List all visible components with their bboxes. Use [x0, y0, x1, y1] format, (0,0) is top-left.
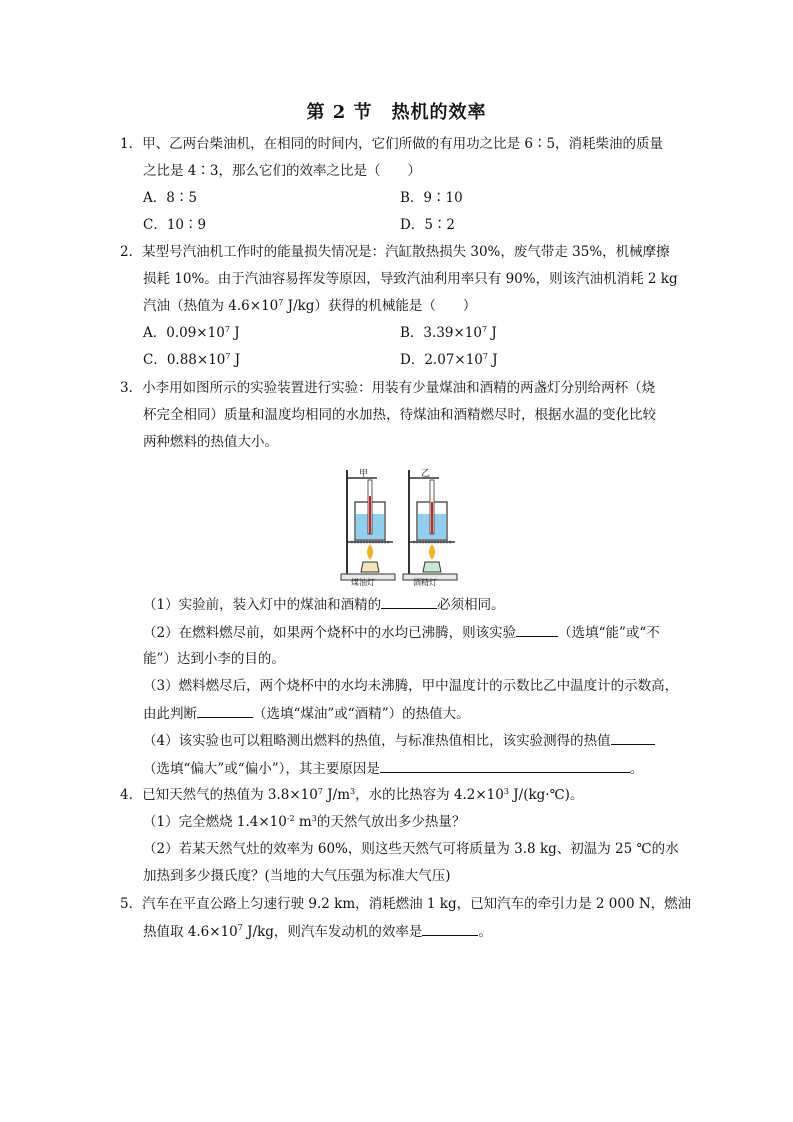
answer-blank[interactable]: [516, 622, 558, 637]
fig-label-jia: 甲: [359, 469, 369, 479]
answer-blank[interactable]: [611, 730, 655, 745]
fig-label-yi: 乙: [421, 469, 431, 479]
q3-line2: 杯完全相同）质量和温度均相同的水加热，待煤油和酒精燃尽时，根据水温的变化比较: [143, 407, 656, 423]
q3-part4-line2: （选填“偏大”或“偏小”），其主要原因是 。: [143, 758, 643, 779]
q3-part2-line1: （2）在燃料燃尽前，如果两个烧杯中的水均已沸腾，则该实验 （选填“能”或“不: [143, 622, 660, 643]
answer-blank[interactable]: [381, 594, 437, 609]
q2-option-b: B．$3.39\times 10^7$ J: [400, 325, 497, 341]
q4-part1: （1）完全燃烧 $1.4\times 10^{-2}$ $m^3$的天然气放出多少热量？: [143, 814, 466, 830]
q5-line1: 5．汽车在平直公路上匀速行驶 9.2 km，消耗燃油 1 kg，已知汽车的牵引力是 2 000 N，燃油: [120, 896, 692, 912]
q4-part2-line2: 加热到多少摄氏度？(当地的大气压强为标准大气压): [143, 868, 451, 884]
q3-part3-line1: （3）燃料燃尽后，两个烧杯中的水均未沸腾，甲中温度计的示数比乙中温度计的示数高，: [143, 678, 679, 694]
fig-lamp-left-label: 煤油灯: [351, 578, 375, 586]
q1-line2: 之比是 4∶3，那么它们的效率之比是（ ）: [143, 163, 421, 179]
q3-line3: 两种燃料的热值大小。: [143, 434, 278, 450]
q2-line1: 2．某型号汽油机工作时的能量损失情况是：汽缸散热损失 30%，废气带走 35%，机械摩擦: [120, 244, 670, 260]
q1-option-b: B．9∶10: [400, 190, 463, 206]
q1-option-a: A．8∶5: [143, 190, 197, 206]
answer-blank[interactable]: [197, 703, 253, 718]
q1-option-c: C．10∶9: [143, 217, 207, 233]
q5-line2: 热值取 $4.6\times 10^7$ J/kg，则汽车发动机的效率是 。: [143, 923, 492, 940]
q1-line1: 1．甲、乙两台柴油机，在相同的时间内，它们所做的有用功之比是 6∶5，消耗柴油的质量: [120, 136, 664, 152]
answer-blank[interactable]: [422, 921, 478, 936]
experiment-figure: [337, 466, 461, 586]
q4-line1: 4．已知天然气的热值为 $3.8\times 10^7$ $J/m^3$，水的比热容为 $4.2\times 10^3$ J/(kg·℃)。: [120, 787, 584, 803]
q3-part3-line2: 由此判断 （选填“煤油”或“酒精”）的热值大。: [143, 703, 470, 724]
q2-option-a: A．$0.09\times 10^7$ J: [143, 325, 240, 341]
q3-part2-line2: 能”）达到小李的目的。: [143, 651, 285, 667]
q2-option-c: C．$0.88\times 10^7$ J: [143, 352, 241, 368]
page-title: 第 2 节 热机的效率: [306, 102, 487, 123]
q3-line1: 3．小李用如图所示的实验装置进行实验：用装有少量煤油和酒精的两盏灯分别给两杯（烧: [120, 380, 656, 396]
q3-part4-line1: （4）该实验也可以粗略测出燃料的热值，与标准热值相比，该实验测得的热值: [143, 730, 655, 751]
q1-option-d: D．5∶2: [400, 217, 456, 233]
answer-blank[interactable]: [380, 758, 630, 773]
q4-part2-line1: （2）若某天然气灶的效率为 60%，则这些天然气可将质量为 3.8 kg、初温为 25 ℃的水: [143, 841, 679, 857]
q2-line3: 汽油（热值为 $4.6\times 10^7$ J/kg）获得的机械能是（ ）: [143, 298, 477, 314]
q2-option-d: D．$2.07\times 10^7$ J: [400, 352, 498, 368]
q2-line2: 损耗 10%。由于汽油容易挥发等原因，导致汽油利用率只有 90%，则该汽油机消耗 2 kg: [143, 271, 678, 287]
fig-lamp-right-label: 酒精灯: [413, 578, 437, 586]
q3-part1: （1）实验前，装入灯中的煤油和酒精的 必须相同。: [143, 594, 505, 615]
